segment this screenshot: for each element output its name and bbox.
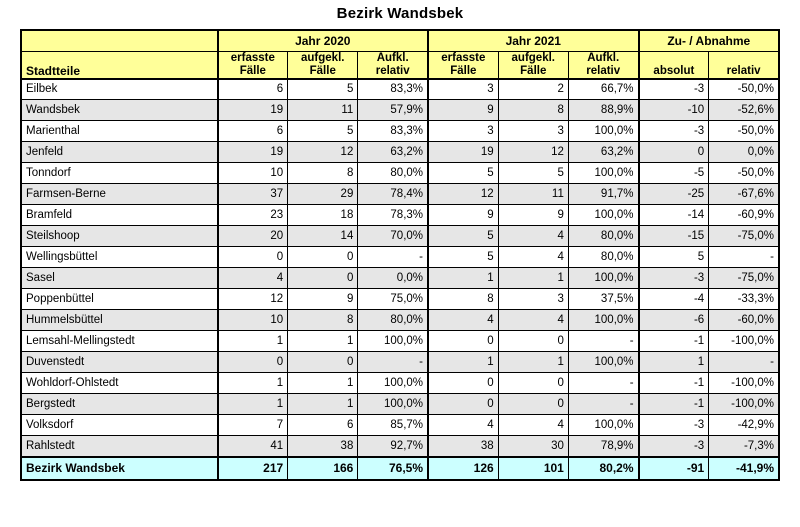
header-stadtteile: Stadtteile (21, 51, 218, 79)
cell-2021-aufkl-relativ: 66,7% (568, 79, 638, 100)
cell-2020-erfasste-faelle: 10 (218, 310, 288, 331)
cell-change-absolut: -1 (639, 331, 709, 352)
cell-change-relativ: -52,6% (709, 100, 779, 121)
table-row (21, 184, 779, 205)
cell-change-relativ: 0,0% (709, 142, 779, 163)
table-row (21, 79, 779, 100)
cell-2020-aufkl-relativ: 85,7% (358, 415, 428, 436)
cell-2021-erfasste-faelle: 0 (428, 331, 498, 352)
cell-2020-erfasste-faelle: 20 (218, 226, 288, 247)
table-row (21, 310, 779, 331)
row-label-stadtteil: Jenfeld (21, 142, 218, 163)
header-2021-erfasste-faelle (428, 51, 498, 79)
cell-change-relativ: -100,0% (709, 331, 779, 352)
row-label-stadtteil: Marienthal (21, 121, 218, 142)
table-row (21, 373, 779, 394)
header-2020-aufkl-relativ (358, 51, 428, 79)
cell-2021-aufgekl-faelle: 4 (498, 415, 568, 436)
cell-2021-aufkl-relativ: 88,9% (568, 100, 638, 121)
cell-change-relativ: -75,0% (709, 226, 779, 247)
row-label-stadtteil: Poppenbüttel (21, 289, 218, 310)
row-label-stadtteil: Farmsen-Berne (21, 184, 218, 205)
header-group-2020: Jahr 2020 (218, 30, 429, 51)
table-header (21, 30, 779, 79)
cell-2020-erfasste-faelle: 7 (218, 415, 288, 436)
cell-2021-aufgekl-faelle: 12 (498, 142, 568, 163)
cell-change-relativ: -60,0% (709, 310, 779, 331)
header-change-relativ (709, 51, 779, 79)
cell-2021-aufgekl-faelle: 4 (498, 310, 568, 331)
row-label-stadtteil: Wandsbek (21, 100, 218, 121)
total-row-label: Bezirk Wandsbek (21, 457, 218, 480)
cell-2021-erfasste-faelle: 4 (428, 310, 498, 331)
cell-2021-aufkl-relativ: 100,0% (568, 268, 638, 289)
header-line-1: aufgekl. (301, 51, 345, 64)
cell-2021-aufgekl-faelle: 4 (498, 247, 568, 268)
cell-change-relativ: -67,6% (709, 184, 779, 205)
cell-2020-aufkl-relativ: 92,7% (358, 436, 428, 457)
cell-change-relativ: -75,0% (709, 268, 779, 289)
cell-2020-aufkl-relativ: 83,3% (358, 79, 428, 100)
cell-2020-aufgekl-faelle: 11 (288, 100, 358, 121)
table-row (21, 247, 779, 268)
cell-2021-erfasste-faelle: 12 (428, 184, 498, 205)
cell-2020-erfasste-faelle: 41 (218, 436, 288, 457)
header-line-1: erfasste (230, 51, 275, 64)
cell-2020-erfasste-faelle: 1 (218, 331, 288, 352)
cell-2020-erfasste-faelle: 6 (218, 79, 288, 100)
row-label-stadtteil: Eilbek (21, 79, 218, 100)
cell-2021-aufkl-relativ: - (568, 331, 638, 352)
total-2021-aufkl-relativ: 80,2% (568, 457, 638, 480)
crime-statistics-table (20, 29, 780, 481)
cell-2021-aufgekl-faelle: 4 (498, 226, 568, 247)
table-row (21, 289, 779, 310)
row-label-stadtteil: Wohldorf-Ohlstedt (21, 373, 218, 394)
header-2020-erfasste-faelle (218, 51, 288, 79)
cell-2021-aufgekl-faelle: 5 (498, 163, 568, 184)
cell-2020-aufkl-relativ: 78,4% (358, 184, 428, 205)
header-line-2: relativ (375, 64, 410, 77)
cell-2021-aufgekl-faelle: 3 (498, 289, 568, 310)
cell-2021-erfasste-faelle: 8 (428, 289, 498, 310)
cell-change-absolut: -3 (639, 268, 709, 289)
total-2021-erfasste-faelle: 126 (428, 457, 498, 480)
table-row (21, 226, 779, 247)
row-label-stadtteil: Rahlstedt (21, 436, 218, 457)
header-group-row (21, 30, 779, 51)
cell-2020-aufkl-relativ: 75,0% (358, 289, 428, 310)
header-line-1: erfasste (441, 51, 486, 64)
cell-2020-aufkl-relativ: 100,0% (358, 331, 428, 352)
header-line-2: Fälle (239, 64, 266, 77)
total-2020-aufkl-relativ: 76,5% (358, 457, 428, 480)
cell-change-absolut: 5 (639, 247, 709, 268)
cell-change-absolut: -3 (639, 415, 709, 436)
cell-change-relativ: -50,0% (709, 163, 779, 184)
cell-2020-aufgekl-faelle: 5 (288, 79, 358, 100)
table-row (21, 394, 779, 415)
table-container (0, 29, 800, 481)
cell-change-absolut: -4 (639, 289, 709, 310)
cell-change-relativ: - (709, 247, 779, 268)
header-change-absolut (639, 51, 709, 79)
header-sub-row (21, 51, 779, 79)
cell-change-absolut: -10 (639, 100, 709, 121)
cell-change-relativ: -50,0% (709, 121, 779, 142)
cell-2021-erfasste-faelle: 38 (428, 436, 498, 457)
cell-change-absolut: 1 (639, 352, 709, 373)
row-label-stadtteil: Volksdorf (21, 415, 218, 436)
cell-2021-erfasste-faelle: 0 (428, 394, 498, 415)
cell-2021-aufgekl-faelle: 30 (498, 436, 568, 457)
cell-2021-aufkl-relativ: 100,0% (568, 310, 638, 331)
cell-2020-aufgekl-faelle: 0 (288, 268, 358, 289)
cell-2021-aufkl-relativ: 80,0% (568, 247, 638, 268)
cell-2020-aufgekl-faelle: 14 (288, 226, 358, 247)
cell-2021-erfasste-faelle: 5 (428, 226, 498, 247)
row-label-stadtteil: Hummelsbüttel (21, 310, 218, 331)
cell-2021-erfasste-faelle: 3 (428, 79, 498, 100)
header-line-1: Aufkl. (376, 51, 409, 64)
total-2021-aufgekl-faelle: 101 (498, 457, 568, 480)
header-2020-aufgekl-faelle (288, 51, 358, 79)
cell-2021-aufkl-relativ: 100,0% (568, 205, 638, 226)
cell-2021-aufkl-relativ: 100,0% (568, 352, 638, 373)
page-title: Bezirk Wandsbek (336, 5, 464, 22)
cell-change-relativ: -50,0% (709, 79, 779, 100)
header-group-change: Zu- / Abnahme (639, 30, 779, 51)
cell-2020-aufgekl-faelle: 0 (288, 247, 358, 268)
cell-2020-erfasste-faelle: 37 (218, 184, 288, 205)
cell-2020-aufgekl-faelle: 8 (288, 163, 358, 184)
table-row (21, 121, 779, 142)
total-2020-erfasste-faelle: 217 (218, 457, 288, 480)
cell-2020-aufkl-relativ: - (358, 247, 428, 268)
cell-2020-aufkl-relativ: 80,0% (358, 310, 428, 331)
cell-2020-erfasste-faelle: 0 (218, 352, 288, 373)
cell-2020-aufgekl-faelle: 1 (288, 373, 358, 394)
cell-2020-aufkl-relativ: 100,0% (358, 394, 428, 415)
header-2021-aufkl-relativ (568, 51, 638, 79)
cell-change-relativ: -100,0% (709, 373, 779, 394)
cell-2021-aufgekl-faelle: 9 (498, 205, 568, 226)
cell-2021-erfasste-faelle: 9 (428, 205, 498, 226)
cell-2021-aufkl-relativ: 100,0% (568, 415, 638, 436)
header-line-1: aufgekl. (511, 51, 555, 64)
cell-change-relativ: -100,0% (709, 394, 779, 415)
cell-2020-aufgekl-faelle: 8 (288, 310, 358, 331)
table-row (21, 205, 779, 226)
header-line-2: relativ (586, 64, 621, 77)
table-row (21, 352, 779, 373)
cell-2020-aufkl-relativ: - (358, 352, 428, 373)
header-group-empty (21, 30, 218, 51)
table-row (21, 268, 779, 289)
table-row (21, 100, 779, 121)
cell-2020-erfasste-faelle: 23 (218, 205, 288, 226)
row-label-stadtteil: Lemsahl-Mellingstedt (21, 331, 218, 352)
cell-2021-aufgekl-faelle: 8 (498, 100, 568, 121)
total-change-absolut: -91 (639, 457, 709, 480)
header-line-2: Fälle (309, 64, 336, 77)
cell-2021-aufgekl-faelle: 0 (498, 373, 568, 394)
cell-change-absolut: -3 (639, 79, 709, 100)
table-row (21, 331, 779, 352)
cell-2021-erfasste-faelle: 19 (428, 142, 498, 163)
cell-2021-aufgekl-faelle: 11 (498, 184, 568, 205)
cell-2021-erfasste-faelle: 4 (428, 415, 498, 436)
cell-2021-aufkl-relativ: 63,2% (568, 142, 638, 163)
cell-2021-aufkl-relativ: 100,0% (568, 163, 638, 184)
cell-2020-erfasste-faelle: 19 (218, 100, 288, 121)
cell-2021-erfasste-faelle: 5 (428, 247, 498, 268)
row-label-stadtteil: Tonndorf (21, 163, 218, 184)
cell-2020-aufgekl-faelle: 5 (288, 121, 358, 142)
cell-2021-erfasste-faelle: 0 (428, 373, 498, 394)
table-row (21, 142, 779, 163)
cell-change-absolut: -15 (639, 226, 709, 247)
cell-2021-erfasste-faelle: 9 (428, 100, 498, 121)
cell-2020-aufkl-relativ: 70,0% (358, 226, 428, 247)
cell-2020-erfasste-faelle: 0 (218, 247, 288, 268)
header-line-2: absolut (653, 64, 695, 77)
cell-2020-aufgekl-faelle: 18 (288, 205, 358, 226)
cell-change-relativ: -42,9% (709, 415, 779, 436)
row-label-stadtteil: Duvenstedt (21, 352, 218, 373)
cell-2020-aufkl-relativ: 63,2% (358, 142, 428, 163)
cell-2020-aufgekl-faelle: 29 (288, 184, 358, 205)
cell-2020-aufgekl-faelle: 9 (288, 289, 358, 310)
cell-change-absolut: -3 (639, 436, 709, 457)
cell-2020-erfasste-faelle: 19 (218, 142, 288, 163)
row-label-stadtteil: Sasel (21, 268, 218, 289)
cell-2021-erfasste-faelle: 1 (428, 268, 498, 289)
table-body (21, 79, 779, 480)
cell-change-relativ: -33,3% (709, 289, 779, 310)
cell-2020-erfasste-faelle: 6 (218, 121, 288, 142)
row-label-stadtteil: Bergstedt (21, 394, 218, 415)
cell-2021-aufgekl-faelle: 0 (498, 394, 568, 415)
cell-2021-erfasste-faelle: 3 (428, 121, 498, 142)
cell-2021-aufgekl-faelle: 2 (498, 79, 568, 100)
header-line-2: relativ (726, 64, 761, 77)
cell-change-absolut: -1 (639, 373, 709, 394)
total-change-relativ: -41,9% (709, 457, 779, 480)
cell-2020-erfasste-faelle: 10 (218, 163, 288, 184)
header-group-2021: Jahr 2021 (428, 30, 639, 51)
cell-2021-aufkl-relativ: 100,0% (568, 121, 638, 142)
cell-change-absolut: 0 (639, 142, 709, 163)
cell-change-absolut: -25 (639, 184, 709, 205)
cell-change-absolut: -3 (639, 121, 709, 142)
table-total-row (21, 457, 779, 480)
table-row (21, 163, 779, 184)
cell-2021-erfasste-faelle: 1 (428, 352, 498, 373)
cell-change-relativ: -7,3% (709, 436, 779, 457)
cell-2020-erfasste-faelle: 1 (218, 394, 288, 415)
cell-2020-aufkl-relativ: 83,3% (358, 121, 428, 142)
cell-2021-aufgekl-faelle: 3 (498, 121, 568, 142)
cell-2020-aufgekl-faelle: 0 (288, 352, 358, 373)
header-line-2: Fälle (450, 64, 477, 77)
cell-change-relativ: -60,9% (709, 205, 779, 226)
cell-2020-aufgekl-faelle: 6 (288, 415, 358, 436)
cell-2020-aufkl-relativ: 0,0% (358, 268, 428, 289)
cell-2021-aufkl-relativ: 80,0% (568, 226, 638, 247)
header-line-2: Fälle (520, 64, 547, 77)
header-line-1: Aufkl. (587, 51, 620, 64)
total-2020-aufgekl-faelle: 166 (288, 457, 358, 480)
cell-2020-erfasste-faelle: 1 (218, 373, 288, 394)
cell-2020-aufkl-relativ: 78,3% (358, 205, 428, 226)
cell-change-absolut: -6 (639, 310, 709, 331)
cell-2021-erfasste-faelle: 5 (428, 163, 498, 184)
cell-2020-aufgekl-faelle: 1 (288, 331, 358, 352)
cell-2021-aufkl-relativ: 78,9% (568, 436, 638, 457)
cell-2021-aufgekl-faelle: 0 (498, 331, 568, 352)
cell-2021-aufgekl-faelle: 1 (498, 268, 568, 289)
header-2021-aufgekl-faelle (498, 51, 568, 79)
row-label-stadtteil: Wellingsbüttel (21, 247, 218, 268)
cell-2020-aufgekl-faelle: 12 (288, 142, 358, 163)
table-row (21, 415, 779, 436)
cell-change-relativ: - (709, 352, 779, 373)
cell-2021-aufkl-relativ: 37,5% (568, 289, 638, 310)
cell-2020-aufkl-relativ: 100,0% (358, 373, 428, 394)
cell-2020-aufgekl-faelle: 1 (288, 394, 358, 415)
cell-2020-erfasste-faelle: 4 (218, 268, 288, 289)
cell-2021-aufgekl-faelle: 1 (498, 352, 568, 373)
table-row (21, 436, 779, 457)
cell-2020-aufkl-relativ: 57,9% (358, 100, 428, 121)
cell-2020-aufkl-relativ: 80,0% (358, 163, 428, 184)
cell-change-absolut: -14 (639, 205, 709, 226)
row-label-stadtteil: Bramfeld (21, 205, 218, 226)
cell-2020-erfasste-faelle: 12 (218, 289, 288, 310)
cell-change-absolut: -5 (639, 163, 709, 184)
cell-2021-aufkl-relativ: 91,7% (568, 184, 638, 205)
cell-change-absolut: -1 (639, 394, 709, 415)
cell-2020-aufgekl-faelle: 38 (288, 436, 358, 457)
cell-2021-aufkl-relativ: - (568, 373, 638, 394)
cell-2021-aufkl-relativ: - (568, 394, 638, 415)
row-label-stadtteil: Steilshoop (21, 226, 218, 247)
